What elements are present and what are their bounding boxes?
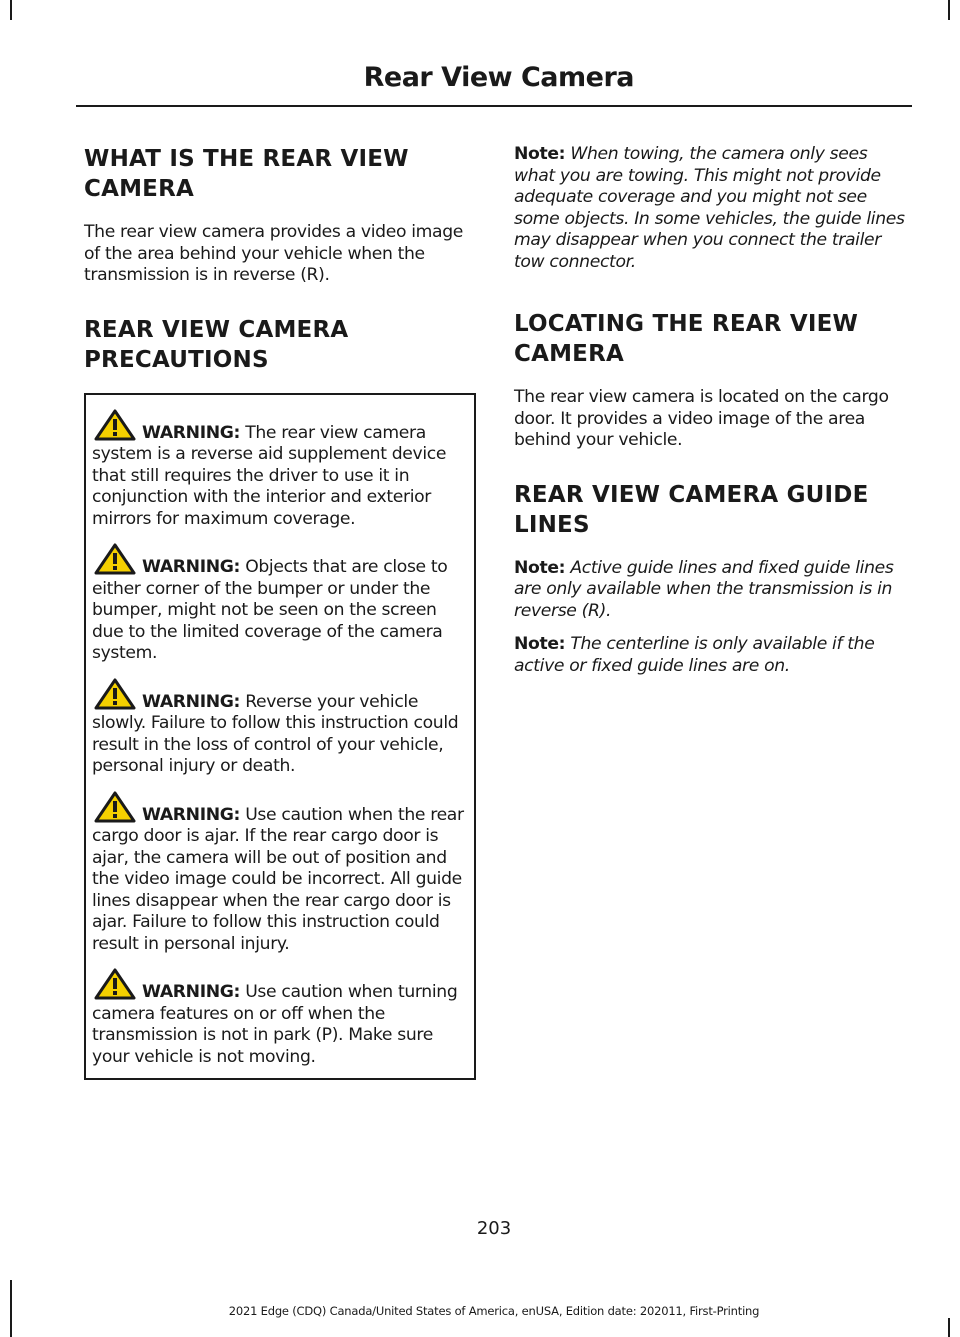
- note-centerline: [514, 634, 912, 677]
- warnings-box: [84, 393, 476, 1081]
- section-heading-guide-lines: REAR VIEW CAMERA GUIDE LINES: [514, 481, 869, 538]
- warning-text: Reverse your vehicle slowly. Failure to follow this instruction could result in the loss of control of your vehicle, personal injury or death.: [92, 691, 459, 776]
- crop-mark: [10, 0, 12, 20]
- note-text: When towing, the camera only sees what you are towing. This might not provide adequate coverage and you might not see some objects. In some vehicles, the guide lines may disappear when you connect the trailer tow connector.: [514, 144, 905, 272]
- warning-item: [92, 678, 468, 778]
- warning-triangle-icon: [94, 543, 136, 575]
- warning-label: WARNING:: [142, 557, 241, 577]
- right-column: [514, 144, 912, 689]
- warning-label: WARNING:: [142, 691, 241, 712]
- warning-label: WARNING:: [142, 804, 241, 825]
- note-text: Active guide lines and fixed guide lines are only available when the transmission is in reverse (R).: [514, 557, 894, 621]
- warning-item: [92, 791, 468, 956]
- note-label: Note:: [514, 634, 566, 654]
- warning-triangle-icon: [94, 968, 136, 1000]
- section-heading-precautions: REAR VIEW CAMERA PRECAUTIONS: [84, 316, 349, 373]
- header-divider: [76, 105, 912, 107]
- note-towing: [514, 144, 912, 273]
- edition-info: 2021 Edge (CDQ) Canada/United States of America, enUSA, Edition date: 202011, First-Printing: [228, 1304, 760, 1318]
- warning-triangle-icon: [94, 678, 136, 710]
- crop-mark: [948, 0, 950, 20]
- warning-item: [92, 543, 468, 665]
- note-label: Note:: [514, 557, 566, 578]
- note-text: The centerline is only available if the active or fixed guide lines are on.: [514, 634, 875, 676]
- note-guide-lines: [514, 558, 912, 623]
- crop-mark: [948, 1318, 950, 1337]
- warning-item: [92, 409, 468, 531]
- warning-text: Objects that are close to either corner of the bumper or under the bumper, might not be seen on the screen due to the limited coverage of the camera system.: [92, 557, 448, 663]
- page-title: Rear View Camera: [363, 62, 634, 93]
- warning-label: WARNING:: [142, 422, 241, 443]
- section-body-what-is: The rear view camera provides a video image of the area behind your vehicle when the transmission is in reverse (R).: [84, 222, 464, 285]
- section-heading-what-is: WHAT IS THE REAR VIEW CAMERA: [84, 146, 409, 202]
- page-number: 203: [476, 1218, 512, 1239]
- warning-item: [92, 968, 468, 1068]
- section-body-locating: The rear view camera is located on the cargo door. It provides a video image of the area behind your vehicle.: [514, 387, 889, 450]
- warning-label: WARNING:: [142, 982, 241, 1002]
- left-column: [84, 144, 476, 1080]
- section-heading-locating: LOCATING THE REAR VIEW CAMERA: [514, 311, 859, 367]
- warning-triangle-icon: [94, 409, 136, 441]
- warning-text: Use caution when turning camera features on or off when the transmission is not in park (P). Make sure your vehicle is not moving.: [92, 982, 458, 1067]
- note-label: Note:: [514, 144, 566, 164]
- warning-text: The rear view camera system is a reverse aid supplement device that still requires the driver to use it in conjunction with the interior and exterior mirrors for maximum coverage.: [92, 422, 447, 529]
- warning-triangle-icon: [94, 791, 136, 823]
- warning-text: Use caution when the rear cargo door is ajar. If the rear cargo door is ajar, the camera will be out of position and the video image could be incorrect. All guide lines disappear when the rear cargo door is ajar. Failure to follow this instruction could result in personal injury.: [92, 804, 464, 954]
